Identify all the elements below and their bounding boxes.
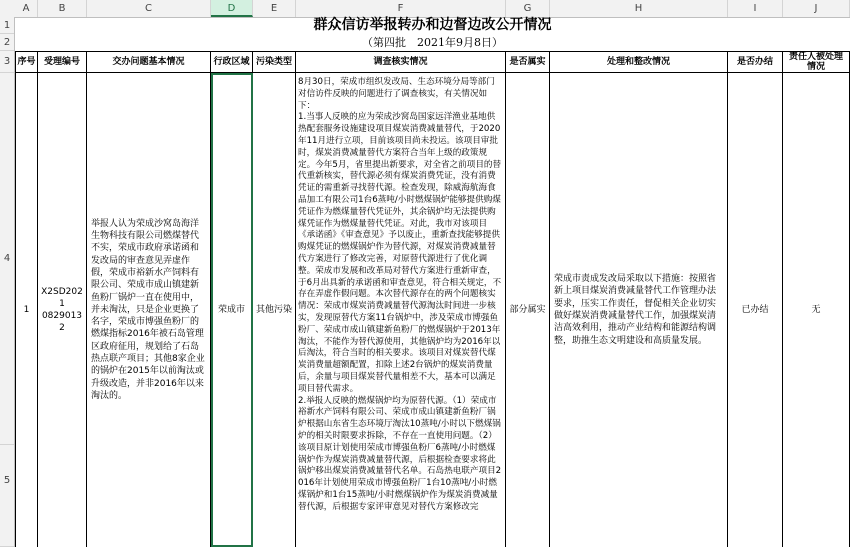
row-header-1[interactable]: 1: [0, 17, 14, 34]
header-pollution[interactable]: 污染类型: [253, 51, 296, 73]
row-header-2[interactable]: 2: [0, 34, 14, 51]
column-header-bar: [0, 0, 850, 18]
verified-value: 部分属实: [509, 305, 546, 315]
row-header-5[interactable]: 5: [0, 445, 14, 547]
column-header-i[interactable]: I: [728, 0, 783, 17]
row-header-4[interactable]: 4: [0, 73, 14, 445]
header-region[interactable]: 行政区域: [211, 51, 253, 73]
investigation-value: 8月30日，荣成市组织发改局、生态环境分局等部门对信访件反映的问题进行了调查核实，有关情况如下： 1.当事人反映的应为荣成沙窝岛国家远洋渔业基地供热配套服务设施建设项目煤炭消费减量替代，于2020年11月进行立项，目前该项目尚未投运。该项目审批时，煤炭消费减量替代方案符合当年上级的政策规定。今年5月，省里提出新要求，对全省之前项目的替代重新核实，替代源必须有煤炭消费凭证，没有消费凭证的需重新寻找替代源。检查发现，除威海航海食品加工有限公司1台6蒸吨/小时燃煤锅炉能够提供购煤凭证作为燃煤量替代凭证外，其余锅炉均无法提供购煤凭证作为燃煤量替代凭证。对此，我市对该项目《承诺函》《审查意见》予以废止，重新查找能够提供购煤凭证的燃煤锅炉作为替代源，对煤炭消费减量替代方案进行了修改完善，对原替代源进行了优化调整。荣成市发展和改革局对替代方案进行重新审查，于6月出具新的承诺函和审查意见，符合相关规定，不存在弄虚作假问题。本次替代源存在的两个问题核实情况：荣成市煤炭消费减量替代源淘汰时间进一步核实，发现原替代方案11台锅炉中，涉及荣成市博强鱼粉厂、荣成市成山镇建新鱼粉厂的燃煤锅炉于2013年淘汰，不能作为替代源使用，其他锅炉均为2016年以后淘汰，符合当时的相关要求。该项目对煤炭替代煤炭消费量超额配置，扣除上述2台锅炉的煤炭消费量后，余量与项目煤炭替代量相差不大，基本可以满足项目替代需求。 2.举报人反映的燃煤锅炉均为原替代源。（1）荣成市裕新水产饲料有限公司、荣成市成山镇建新鱼粉厂锅炉根据山东省生态环境厅淘汰10蒸吨/小时以下燃煤锅炉的相关时限要求拆除，不存在一直使用问题。（2）该项目原计划使用荣成市博强鱼粉厂6蒸吨/小时燃煤锅炉作为煤炭消费减量替代源，后根据检查要求将此锅炉移出煤炭消费减量替代名单。石岛热电联产项目2016年计划使用荣成市博强鱼粉厂1台10蒸吨/小时燃煤锅炉和1台15蒸吨/小时燃煤锅炉作为煤炭消费减量替代源，后根据专家评审意见对替代方案修改完: [298, 77, 502, 512]
sheet-title[interactable]: 群众信访举报转办和边督边改公开情况: [313, 17, 552, 33]
column-header-g[interactable]: G: [506, 0, 550, 17]
column-header-f[interactable]: F: [296, 0, 506, 17]
code-value: X2SD2021 08290132: [41, 287, 83, 333]
cell-pollution[interactable]: [253, 73, 296, 547]
header-seq[interactable]: 序号: [15, 51, 38, 73]
row-header-bar: [0, 17, 15, 547]
issue-value: 举报人认为荣成沙窝岛海洋生物科技有限公司燃煤替代不实，荣成市政府承诺函和发改局的审查意见弄虚作假，荣成市裕新水产饲料有限公司、荣成市成山镇建新鱼粉厂锅炉一直在使用中，并未淘汰，只是企业更换了名字，荣成市博强鱼粉厂的燃煤指标2016年被石岛管理区政府征用，规划给了石岛热点联产项目；其他8家企业的锅炉在2015年以前淘汰或升级改造，并非2016年以来淘汰的。: [91, 218, 205, 401]
cell-seq[interactable]: [15, 73, 38, 547]
cell-closed[interactable]: [728, 73, 783, 547]
column-header-e[interactable]: E: [253, 0, 296, 17]
column-header-c[interactable]: C: [87, 0, 211, 17]
cell-handling[interactable]: [550, 73, 728, 547]
sheet-subtitle[interactable]: （第四批 2021年9月8日）: [15, 34, 850, 52]
cell-code[interactable]: [38, 73, 87, 547]
column-header-j[interactable]: J: [783, 0, 850, 17]
cell-investigation[interactable]: [296, 73, 506, 547]
column-header-a[interactable]: A: [15, 0, 38, 17]
seq-value: 1: [23, 305, 30, 315]
header-code[interactable]: 受理编号: [38, 51, 87, 73]
header-accountability[interactable]: 责任人被处理情况: [783, 51, 850, 73]
closed-value: 已办结: [741, 305, 769, 315]
cell-issue[interactable]: [87, 73, 211, 547]
row-header-3[interactable]: 3: [0, 51, 14, 73]
handling-value: 荣成市责成发改局采取以下措施：按照省新上项目煤炭消费减量替代工作管理办法要求，压实工作责任，督促相关企业切实做好煤炭消费减量替代工作，加强煤炭清洁高效利用，推动产业结构和能源结构调整，助推生态文明建设和高质量发展。: [554, 274, 717, 346]
accountability-value: 无: [811, 305, 821, 315]
column-header-d[interactable]: D: [211, 0, 253, 17]
header-investigation[interactable]: 调查核实情况: [296, 51, 506, 73]
header-issue[interactable]: 交办问题基本情况: [87, 51, 211, 73]
cell-region[interactable]: [211, 73, 253, 547]
region-value: 荣成市: [217, 305, 245, 315]
header-closed[interactable]: 是否办结: [728, 51, 783, 73]
cell-verified[interactable]: [506, 73, 550, 547]
column-header-b[interactable]: B: [38, 0, 87, 17]
column-header-h[interactable]: H: [550, 0, 728, 17]
pollution-value: 其他污染: [255, 305, 292, 315]
cell-accountability[interactable]: [783, 73, 850, 547]
header-verified[interactable]: 是否属实: [506, 51, 550, 73]
header-handling[interactable]: 处理和整改情况: [550, 51, 728, 73]
